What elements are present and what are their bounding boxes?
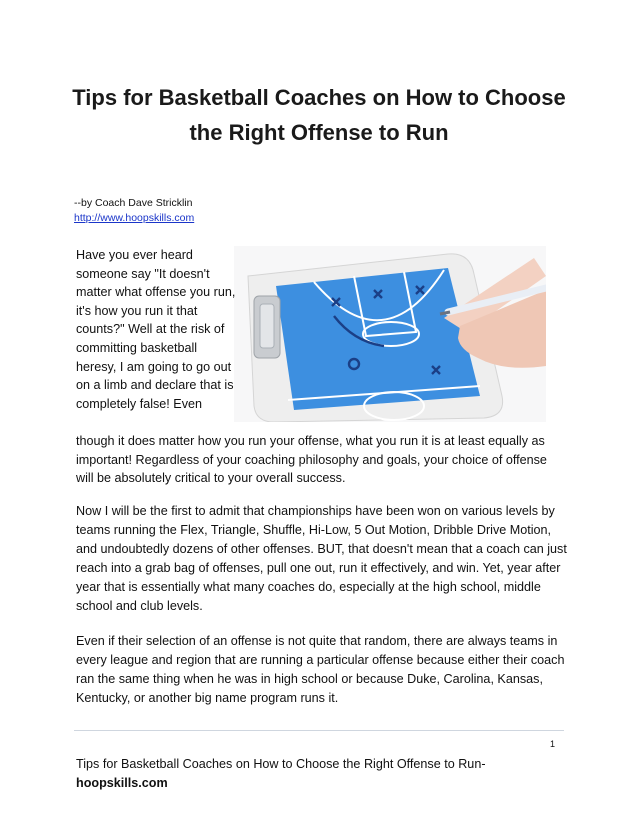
footer	[76, 755, 546, 793]
byline	[74, 196, 194, 226]
footer-divider	[74, 730, 564, 731]
footer-site: hoopskills.com	[76, 776, 168, 790]
website-link[interactable]: http://www.hoopskills.com	[74, 212, 195, 224]
page-title: Tips for Basketball Coaches on How to Choose the Right Offense to Run	[72, 85, 566, 145]
intro-paragraph-continuation: though it does matter how you run your offense, what you run it is at least equally as important! Regardless of your coaching philosophy and goals, your choice of offense will be absolutely critical to your overall success.	[76, 434, 547, 486]
paragraph-championships: Now I will be the first to admit that championships have been won on various levels by teams running the Flex, Triangle, Shuffle, Hi-Low, 5 Out Motion, Dribble Drive Motion, and undoubtedly dozens of other offenses. BUT, that doesn't mean that a coach can just reach into a grab bag of offenses, pull one out, run it effectively, and win. Yet, year after year that is essentially what many coaches do, especially at the high school, middle school and club levels.	[76, 504, 567, 613]
footer-text: Tips for Basketball Coaches on How to Choose the Right Offense to Run-	[76, 757, 486, 771]
clipboard-clip-icon	[254, 296, 280, 358]
intro-paragraph-start: Have you ever heard someone say "It doesn't matter what offense you run, it's how you run it that counts?" Well at the risk of committing basketball heresy, I am going to go out on a limb and declare that is completely false! Even	[76, 248, 236, 411]
author-line: --by Coach Dave Stricklin	[74, 197, 193, 209]
paragraph-random-selection: Even if their selection of an offense is not quite that random, there are always teams in every league and region that are running a particular offense because either their coach ran the same thing when he was in high school or because Duke, Carolina, Kansas, Kentucky, or another big name program runs it.	[76, 634, 565, 705]
clipboard-play-illustration	[234, 246, 546, 422]
page-number: 1	[550, 739, 556, 749]
